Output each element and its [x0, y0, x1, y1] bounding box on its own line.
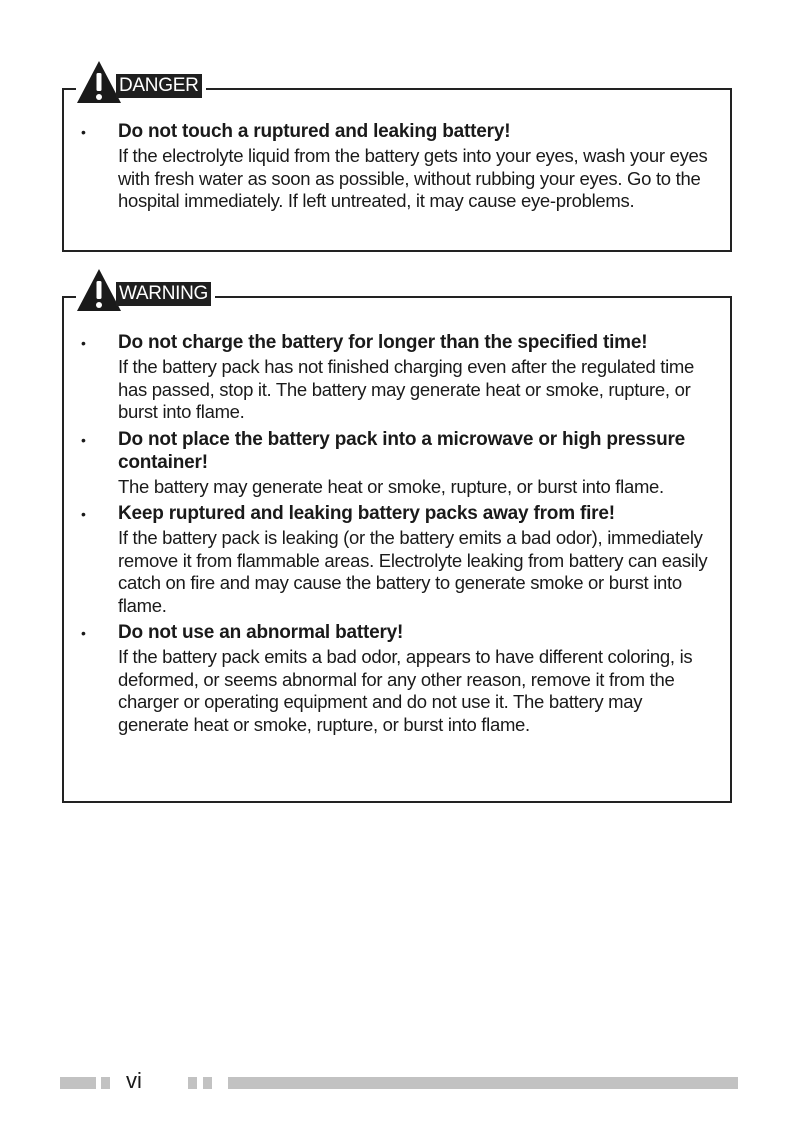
danger-notice-box [62, 75, 732, 252]
page-footer [0, 1068, 795, 1093]
warning-item-list [64, 331, 730, 740]
item-body: If the battery pack is leaking (or the battery emits a bad odor), immediately remove it from flammable areas. Electrolyte leaking from battery can easily catch on fire and may cause the battery to generate smoke or burst into flame. [118, 527, 708, 616]
danger-tag [76, 60, 206, 104]
list-item [64, 331, 730, 424]
page-number: vi [126, 1068, 142, 1093]
list-item [64, 120, 730, 213]
bullet: • [81, 124, 86, 140]
footer-bar-segment [188, 1077, 197, 1089]
item-heading: Do not touch a ruptured and leaking battery! [118, 121, 511, 142]
item-body: The battery may generate heat or smoke, rupture, or burst into flame. [118, 475, 664, 497]
footer-bar-segment [203, 1077, 212, 1089]
item-body: If the electrolyte liquid from the battery gets into your eyes, wash your eyes with fresh water as soon as possible, without rubbing your eyes. Go to the hospital immediately. If left untreated, it may cause eye-problems. [118, 145, 708, 211]
warning-label: WARNING [116, 282, 211, 306]
footer-bar-segment [60, 1077, 96, 1089]
bullet: • [81, 431, 86, 448]
danger-label: DANGER [116, 74, 202, 98]
item-heading: Do not place the battery pack into a microwave or high pressure container! [118, 428, 686, 473]
item-body: If the battery pack emits a bad odor, appears to have different coloring, is deformed, or seems abnormal for any other reason, remove it from the charger or operating equipment and do not use it. The battery may generate heat or smoke, rupture, or burst into flame. [118, 646, 693, 735]
item-heading: Do not use an abnormal battery! [118, 622, 404, 643]
warning-notice-box [62, 283, 732, 803]
list-item [64, 428, 730, 499]
item-heading: Do not charge the battery for longer than the specified time! [118, 332, 648, 353]
bullet: • [81, 625, 86, 641]
bullet: • [81, 506, 86, 522]
warning-tag [76, 268, 215, 312]
list-item [64, 621, 730, 736]
footer-bar-long [228, 1077, 738, 1089]
danger-item-list [64, 120, 730, 217]
item-body: If the battery pack has not finished charging even after the regulated time has passed, stop it. The battery may generate heat or smoke, rupture, or burst into flame. [118, 356, 695, 422]
footer-bar-segment [101, 1077, 110, 1089]
item-heading: Keep ruptured and leaking battery packs away from fire! [118, 503, 615, 524]
bullet: • [81, 335, 86, 351]
list-item [64, 502, 730, 617]
